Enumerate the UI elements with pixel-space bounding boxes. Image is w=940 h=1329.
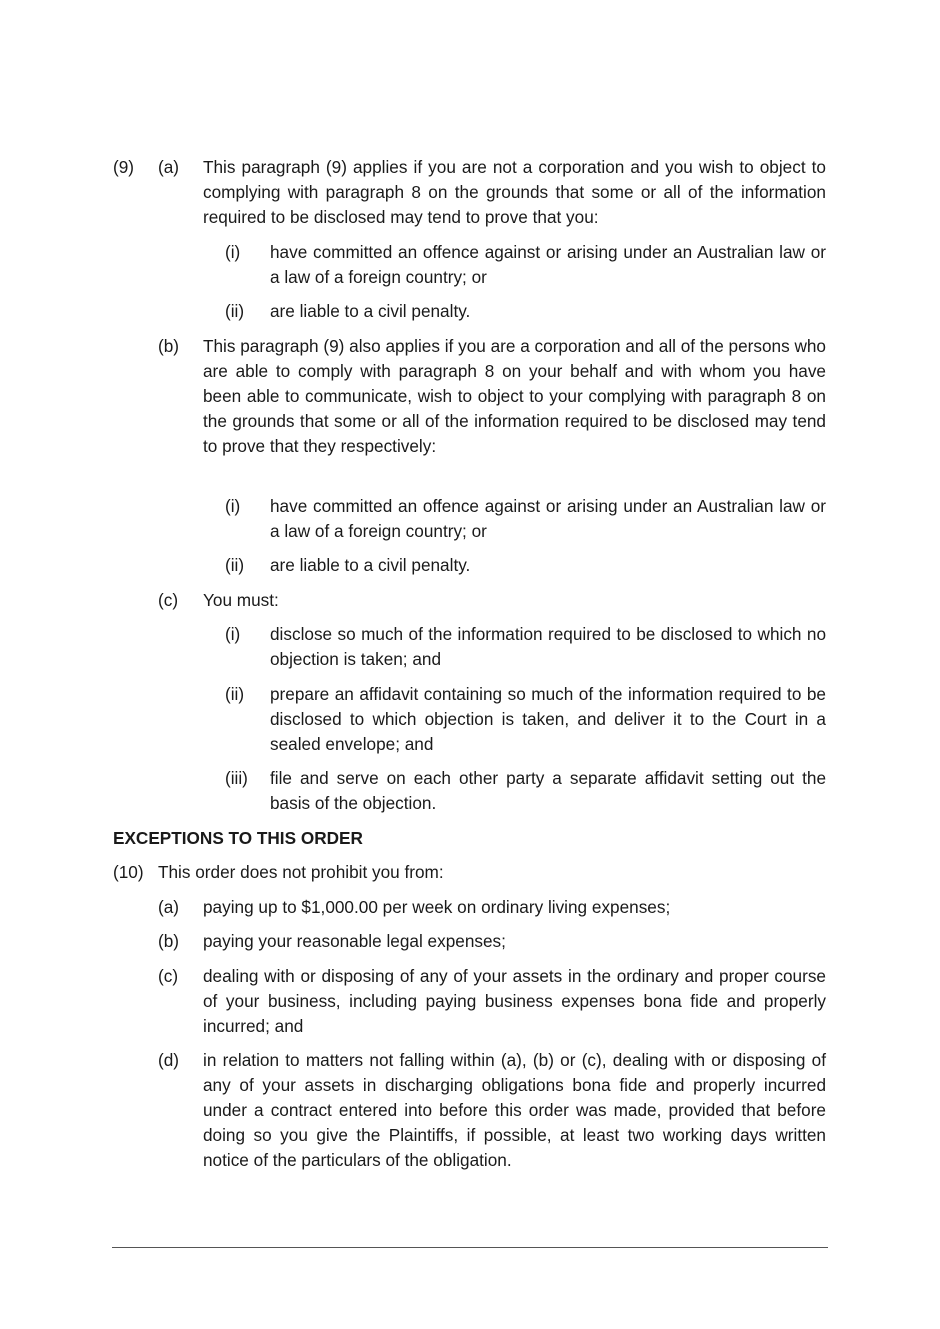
sub-item-label: (ii) bbox=[225, 684, 245, 704]
sub-item-text: in relation to matters not falling within (a), (b) or (c), dealing with or disposing of any of your assets in discharging obligations bona fide and properly incurred under a contract entered into before this order was made, provided that before doing so you give the Plaintiffs, if possible, at least two working days written notice of the particulars of the obligation. bbox=[203, 1050, 826, 1170]
paragraph-number: (9) bbox=[113, 157, 135, 177]
sub-item-text: have committed an offence against or arising under an Australian law or a law of a foreign country; or bbox=[270, 496, 826, 541]
sub-item bbox=[225, 553, 826, 578]
paragraph-text: You must: bbox=[203, 590, 279, 610]
sub-label: (a) bbox=[158, 897, 180, 917]
sub-item-label: (ii) bbox=[225, 555, 245, 575]
sub-item-text: are liable to a civil penalty. bbox=[270, 555, 471, 575]
sub-item bbox=[225, 240, 826, 290]
sub-label: (c) bbox=[158, 966, 179, 986]
paragraph-text: This paragraph (9) also applies if you are a corporation and all of the persons who are able to comply with paragraph 8 on your behalf and with whom you have been able to communicate, wish to object to your complying with paragraph 8 on the grounds that some or all of the information required to be disclosed may tend to prove that they respectively: bbox=[203, 336, 826, 456]
sub-item-label: (iii) bbox=[225, 768, 248, 788]
paragraph-9c bbox=[158, 588, 826, 613]
sub-item bbox=[225, 494, 826, 544]
footer-divider bbox=[112, 1247, 828, 1248]
paragraph-number: (10) bbox=[113, 862, 144, 882]
sub-label: (b) bbox=[158, 931, 180, 951]
sub-item bbox=[225, 682, 826, 757]
section-heading: EXCEPTIONS TO THIS ORDER bbox=[113, 828, 363, 848]
sub-item-label: (i) bbox=[225, 242, 241, 262]
sub-item bbox=[225, 622, 826, 672]
sub-item-text: disclose so much of the information required to be disclosed to which no objection is taken; and bbox=[270, 624, 826, 669]
sub-item-text: file and serve on each other party a separate affidavit setting out the basis of the objection. bbox=[270, 768, 826, 813]
sub-item-text: paying your reasonable legal expenses; bbox=[203, 931, 506, 951]
sub-item bbox=[158, 929, 826, 954]
sub-item-label: (i) bbox=[225, 496, 241, 516]
sub-item bbox=[225, 766, 826, 816]
sub-item-text: dealing with or disposing of any of your assets in the ordinary and proper course of your business, including paying business expenses bona fide and properly incurred; and bbox=[203, 966, 826, 1036]
paragraph-9 bbox=[113, 155, 826, 230]
paragraph-text: This order does not prohibit you from: bbox=[158, 862, 444, 882]
paragraph-10 bbox=[113, 860, 826, 885]
sub-label: (a) bbox=[158, 157, 180, 177]
sub-item bbox=[158, 964, 826, 1039]
sub-label: (d) bbox=[158, 1050, 180, 1070]
sub-item-label: (ii) bbox=[225, 301, 245, 321]
sub-item-label: (i) bbox=[225, 624, 241, 644]
sub-item bbox=[225, 299, 826, 324]
sub-item-text: have committed an offence against or arising under an Australian law or a law of a foreign country; or bbox=[270, 242, 826, 287]
sub-item-text: prepare an affidavit containing so much of the information required to be disclosed to which objection is taken, and deliver it to the Court in a sealed envelope; and bbox=[270, 684, 826, 754]
sub-label: (c) bbox=[158, 590, 179, 610]
paragraph-9b bbox=[158, 334, 826, 459]
paragraph-text: This paragraph (9) applies if you are not a corporation and you wish to object to complying with paragraph 8 on the grounds that some or all of the information required to be disclosed may tend to prove that you: bbox=[203, 157, 826, 227]
sub-label: (b) bbox=[158, 336, 180, 356]
sub-item-text: are liable to a civil penalty. bbox=[270, 301, 471, 321]
sub-item-text: paying up to $1,000.00 per week on ordinary living expenses; bbox=[203, 897, 671, 917]
sub-item bbox=[158, 895, 826, 920]
sub-item bbox=[158, 1048, 826, 1173]
